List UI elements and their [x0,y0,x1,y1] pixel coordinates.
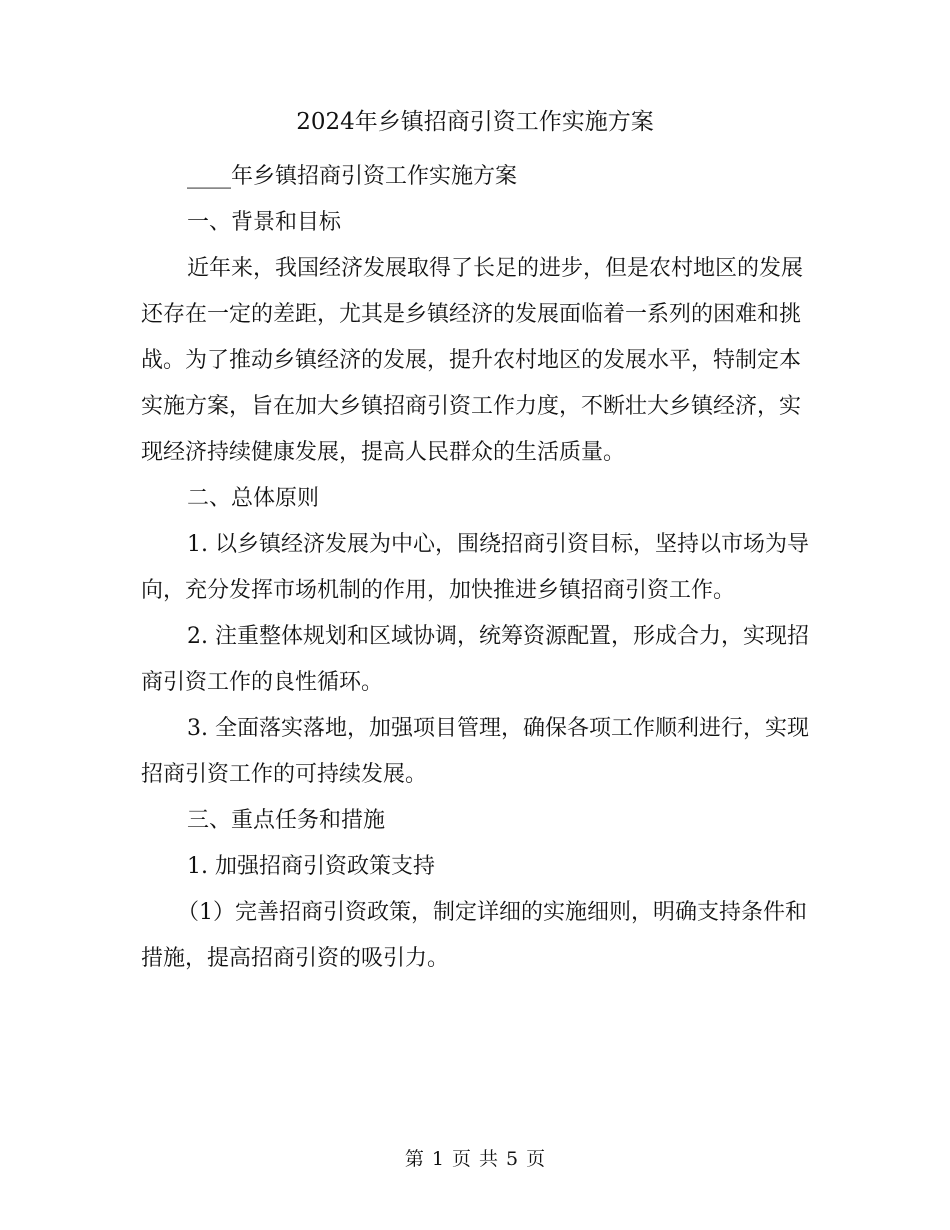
document-body [141,154,809,982]
section-heading-tasks: 三、重点任务和措施 [187,808,386,833]
section-heading-background: 一、背景和目标 [187,210,342,235]
section-heading-principles: 二、总体原则 [187,486,320,511]
principle-item-3: 3. 全面落实落地，加强项目管理，确保各项工作顺利进行，实现招商引资工作的可持续发展。 [141,716,809,787]
subtitle-line: ____年乡镇招商引资工作实施方案 [187,164,518,189]
task-item-1-1: （1）完善招商引资政策，制定详细的实施细则，明确支持条件和措施，提高招商引资的吸引力。 [141,900,807,971]
task-heading-1: 1. 加强招商引资政策支持 [187,854,435,879]
principle-item-2: 2. 注重整体规划和区域协调，统筹资源配置，形成合力，实现招商引资工作的良性循环。 [141,624,809,695]
body-paragraph-background: 近年来，我国经济发展取得了长足的进步，但是农村地区的发展还存在一定的差距，尤其是乡镇经济的发展面临着一系列的困难和挑战。为了推动乡镇经济的发展，提升农村地区的发展水平，特制定本实施方案，旨在加大乡镇招商引资工作力度，不断壮大乡镇经济，实现经济持续健康发展，提高人民群众的生活质量。 [141,256,804,465]
page-footer: 第 1 页 共 5 页 [404,1148,546,1170]
document-title: 2024年乡镇招商引资工作实施方案 [296,109,654,135]
principle-item-1: 1. 以乡镇经济发展为中心，围绕招商引资目标，坚持以市场为导向，充分发挥市场机制的作用，加快推进乡镇招商引资工作。 [141,532,809,603]
